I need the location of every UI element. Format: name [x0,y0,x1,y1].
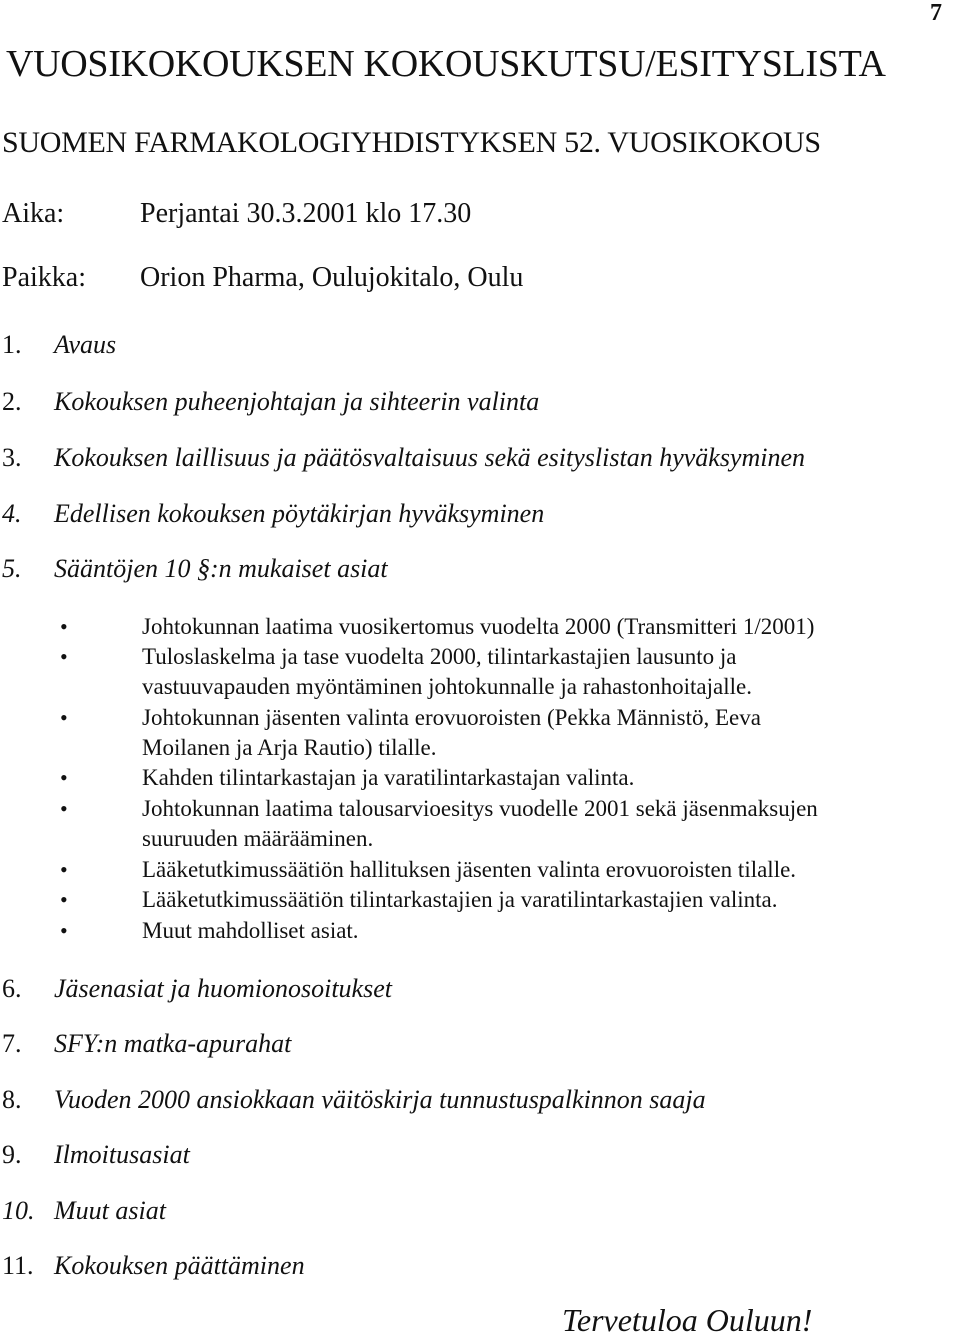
agenda-text: Edellisen kokouksen pöytäkirjan hyväksyminen [54,499,545,528]
agenda-text: Muut asiat [54,1196,166,1225]
agenda-text: Kokouksen laillisuus ja päätösvaltaisuus sekä esityslistan hyväksyminen [54,443,806,472]
bullet-icon: • [60,857,68,882]
agenda-number: 6. [2,974,22,1003]
bullet-text: Johtokunnan laatima talousarvioesitys vuodelle 2001 sekä jäsenmaksujen [142,796,818,821]
bullet-text: Tuloslaskelma ja tase vuodelta 2000, tilintarkastajien lausunto ja [142,644,737,669]
agenda-number: 8. [2,1085,22,1114]
place-label: Paikka: [2,262,86,293]
bullet-text-continued: vastuuvapauden myöntäminen johtokunnalle ja rahastonhoitajalle. [142,674,752,699]
bullet-icon: • [60,614,68,639]
document-title: VUOSIKOKOUKSEN KOKOUSKUTSU/ESITYSLISTA [6,43,886,85]
bullet-icon: • [60,796,68,821]
agenda-text: Ilmoitusasiat [54,1140,190,1169]
time-label: Aika: [2,198,65,229]
bullet-text: Kahden tilintarkastajan ja varatilintarkastajan valinta. [142,765,635,790]
agenda-number: 11. [2,1251,34,1280]
agenda-number: 9. [2,1140,22,1169]
bullet-icon: • [60,705,68,730]
agenda-number: 3. [2,443,22,472]
bullet-icon: • [60,644,68,669]
agenda-text: Vuoden 2000 ansiokkaan väitöskirja tunnustuspalkinnon saaja [54,1085,706,1114]
bullet-text: Johtokunnan jäsenten valinta erovuoroisten (Pekka Männistö, Eeva [142,705,761,730]
agenda-text: Kokouksen puheenjohtajan ja sihteerin valinta [54,387,540,416]
bullet-text-continued: suuruuden määrääminen. [142,826,374,851]
bullet-text: Muut mahdolliset asiat. [142,918,359,943]
page-number: 7 [930,0,942,26]
bullet-text: Lääketutkimussäätiön tilintarkastajien ja varatilintarkastajien valinta. [142,887,778,912]
bullet-text: Lääketutkimussäätiön hallituksen jäsenten valinta erovuoroisten tilalle. [142,857,797,882]
agenda-text: SFY:n matka-apurahat [54,1029,292,1058]
agenda-number: 1. [2,330,22,359]
agenda-text: Kokouksen päättäminen [54,1251,305,1280]
place-value: Orion Pharma, Oulujokitalo, Oulu [140,262,524,293]
agenda-number: 7. [2,1029,22,1058]
time-value: Perjantai 30.3.2001 klo 17.30 [140,198,472,229]
agenda-number: 4. [2,499,22,528]
bullet-icon: • [60,765,68,790]
bullet-text-continued: Moilanen ja Arja Rautio) tilalle. [142,735,437,760]
agenda-text: Jäsenasiat ja huomionosoitukset [54,974,392,1003]
agenda-number: 5. [2,554,22,583]
agenda-text: Sääntöjen 10 §:n mukaiset asiat [54,554,388,583]
meeting-subtitle: SUOMEN FARMAKOLOGIYHDISTYKSEN 52. VUOSIKOKOUS [2,126,821,159]
bullet-text: Johtokunnan laatima vuosikertomus vuodelta 2000 (Transmitteri 1/2001) [142,614,815,639]
welcome-signoff: Tervetuloa Ouluun! [562,1302,813,1338]
bullet-icon: • [60,918,68,943]
agenda-number: 2. [2,387,22,416]
agenda-number: 10. [2,1196,35,1225]
agenda-text: Avaus [54,330,117,359]
bullet-icon: • [60,887,68,912]
